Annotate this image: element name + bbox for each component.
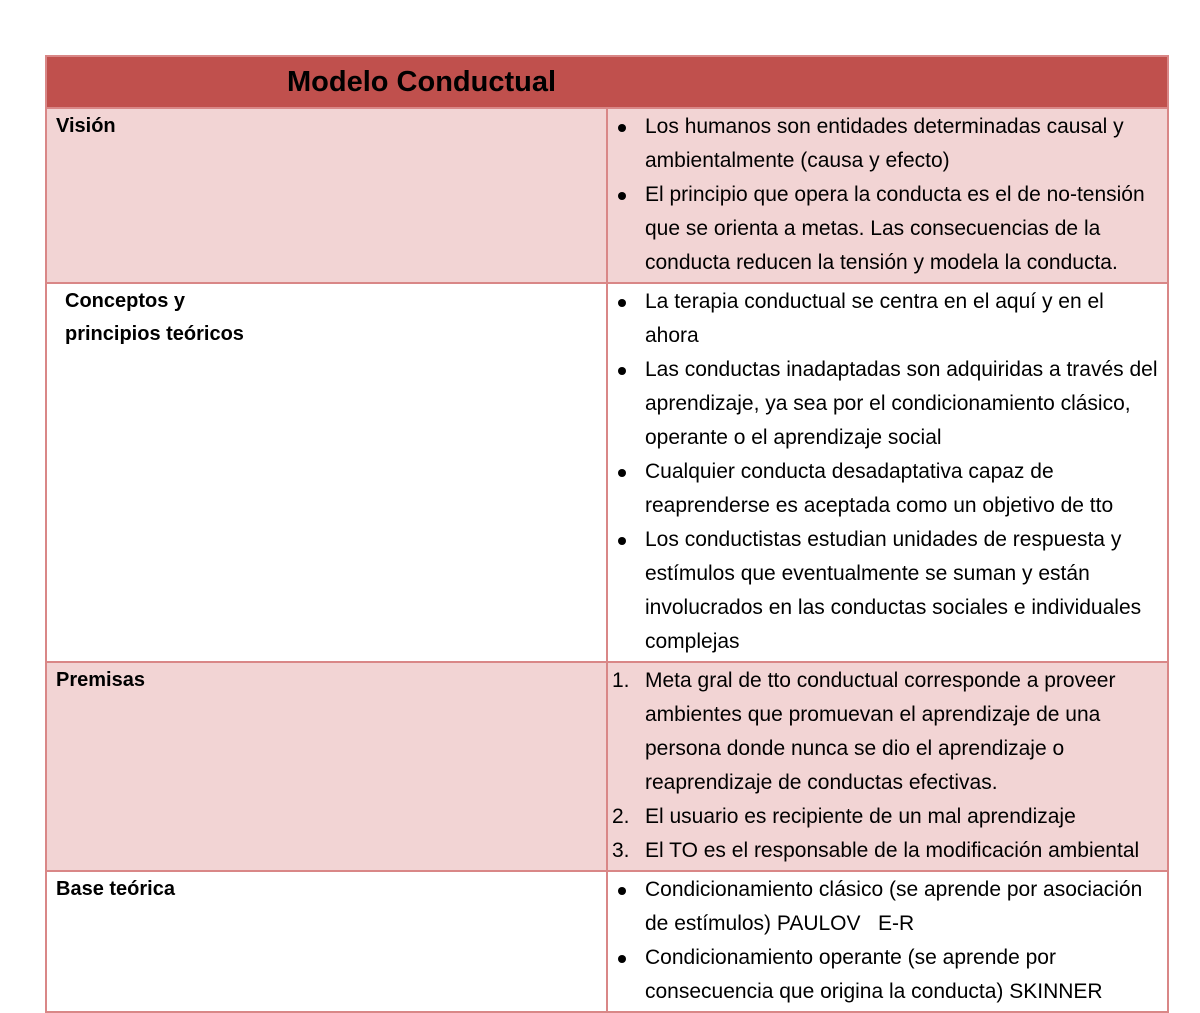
label-cell-conceptos	[46, 283, 607, 662]
content-cell-base-teorica	[607, 871, 1168, 1012]
modelo-conductual-table	[45, 55, 1169, 1013]
row-label-base-teorica: Base teórica	[56, 878, 175, 900]
list-item	[608, 834, 1163, 868]
bullet-icon	[618, 537, 626, 545]
list-item	[608, 285, 1163, 353]
list-item	[608, 455, 1163, 523]
list-item	[608, 664, 1163, 800]
list-item-text: La terapia conductual se centra en el aquí y en el ahora	[645, 290, 1104, 347]
list-item-text: Condicionamiento clásico (se aprende por asociación de estímulos) PAULOV E-R	[645, 878, 1149, 935]
bullet-icon	[618, 887, 626, 895]
list-item	[608, 178, 1163, 280]
list-item	[608, 523, 1163, 659]
list-item-text: Condicionamiento operante (se aprende por consecuencia que origina la conducta) SKINNER	[645, 946, 1103, 1003]
list-item	[608, 800, 1163, 834]
list-item-text: El usuario es recipiente de un mal aprendizaje	[645, 805, 1076, 828]
row-premisas	[46, 662, 1168, 871]
bullet-list-conceptos	[608, 285, 1163, 659]
list-item-text: El principio que opera la conducta es el de no-tensión que se orienta a metas. Las consecuencias de la conducta reducen la tensión y modela la conducta.	[645, 183, 1145, 274]
list-item-text: El TO es el responsable de la modificación ambiental	[645, 839, 1140, 862]
list-item	[608, 353, 1163, 455]
bullet-icon	[618, 955, 626, 963]
label-cell-premisas	[46, 662, 607, 871]
row-label-premisas: Premisas	[56, 669, 145, 691]
bullet-icon	[618, 469, 626, 477]
list-item-text: Los humanos son entidades determinadas causal y ambientalmente (causa y efecto)	[645, 115, 1124, 172]
list-number: 1.	[612, 669, 630, 692]
table-title: Modelo Conductual	[287, 66, 557, 98]
label-cell-base-teorica	[46, 871, 607, 1012]
content-cell-vision	[607, 108, 1168, 283]
bullet-icon	[618, 367, 626, 375]
list-item	[608, 941, 1163, 1009]
list-item-text: Cualquier conducta desadaptativa capaz de reaprenderse es aceptada como un objetivo de tto	[645, 460, 1114, 517]
label-cell-vision	[46, 108, 607, 283]
numbered-list-premisas	[608, 664, 1163, 868]
list-item-text: Meta gral de tto conductual corresponde a proveer ambientes que promuevan el aprendizaje de una persona donde nunca se dio el aprendizaje o reaprendizaje de conductas efectivas.	[645, 669, 1116, 794]
row-vision	[46, 108, 1168, 283]
bullet-list-vision	[608, 110, 1163, 280]
content-cell-premisas	[607, 662, 1168, 871]
bullet-icon	[618, 124, 626, 132]
list-item-text: Las conductas inadaptadas son adquiridas a través del aprendizaje, ya sea por el condicionamiento clásico, operante o el aprendizaje social	[645, 358, 1158, 449]
row-base-teorica	[46, 871, 1168, 1012]
title-cell	[46, 56, 1168, 108]
list-item	[608, 110, 1163, 178]
title-row	[46, 56, 1168, 108]
row-label-conceptos	[47, 284, 606, 351]
row-conceptos	[46, 283, 1168, 662]
row-label-vision: Visión	[56, 115, 116, 137]
list-number: 2.	[612, 805, 630, 828]
row-label-conceptos-text: Conceptos y principios teóricos	[65, 290, 244, 345]
bullet-icon	[618, 299, 626, 307]
list-number: 3.	[612, 839, 630, 862]
bullet-list-base-teorica	[608, 873, 1163, 1009]
list-item	[608, 873, 1163, 941]
bullet-icon	[618, 192, 626, 200]
content-cell-conceptos	[607, 283, 1168, 662]
list-item-text: Los conductistas estudian unidades de respuesta y estímulos que eventualmente se suman y están involucrados en las conductas sociales e individuales complejas	[645, 528, 1142, 653]
